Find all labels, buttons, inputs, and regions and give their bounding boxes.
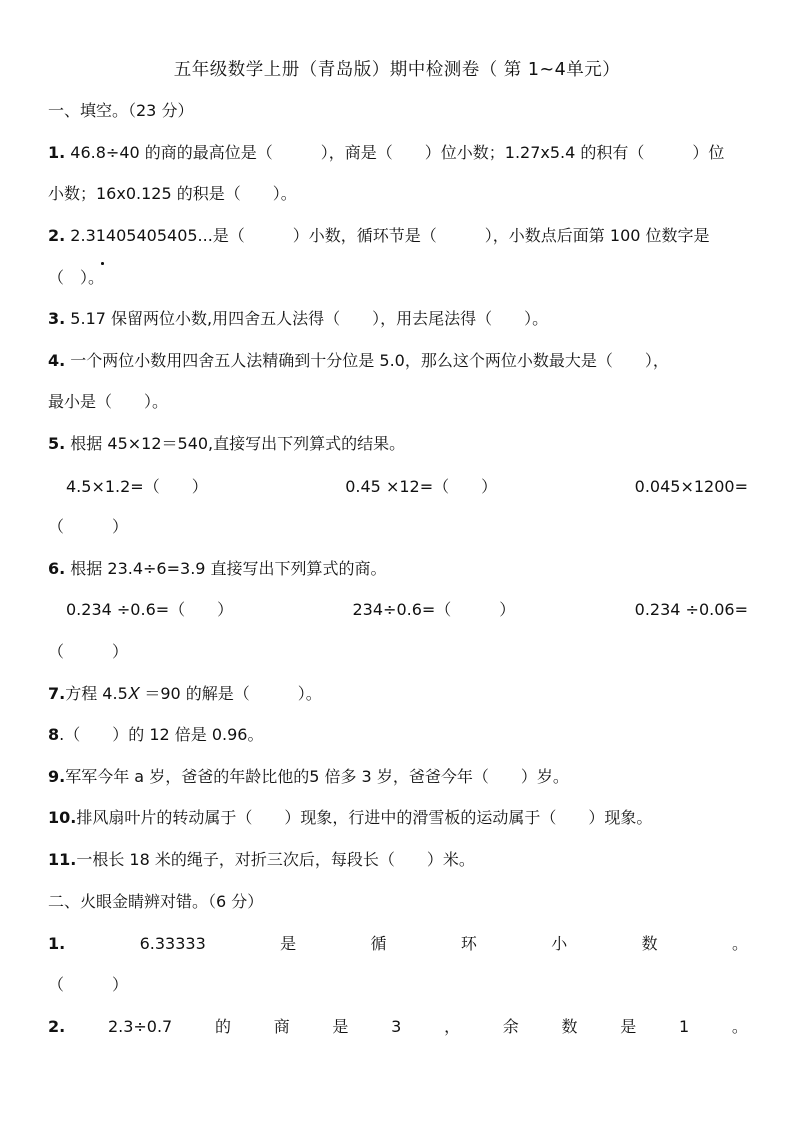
answer-blank: （ ） <box>48 975 129 994</box>
word: 是 <box>280 934 297 953</box>
word: 6.33333 <box>139 934 206 953</box>
judge-question-1 <box>48 934 748 954</box>
question-3 <box>48 309 748 329</box>
word: 数 <box>641 934 658 953</box>
word: ， <box>444 1017 461 1036</box>
word: 3 <box>391 1017 402 1036</box>
answer-blank: （ ） <box>48 642 129 661</box>
word: 是 <box>332 1017 349 1036</box>
question-6-items <box>66 600 748 620</box>
question-number: 5. <box>48 434 66 453</box>
answer-blank: （ ） <box>48 517 129 536</box>
question-text: 46.8÷40 的商的最高位是（ ），商是（ ）位小数；1.27x5.4 的积有（ ）位 <box>65 143 725 162</box>
word: 。 <box>731 1017 748 1036</box>
question-text: 一根长 18 米的绳子，对折三次后，每段长（ ）米。 <box>76 850 475 869</box>
word: 2.3÷0.7 <box>107 1017 173 1036</box>
question-text: 2.31405405405...是（ ）小数，循环节是（ ），小数点后面第 100 位数字是 <box>65 226 710 245</box>
question-7 <box>48 684 748 704</box>
word: 1 <box>679 1017 690 1036</box>
question-number: 2. <box>48 226 66 245</box>
question-6 <box>48 559 748 579</box>
word: 环 <box>460 934 477 953</box>
question-number: 6. <box>48 559 66 578</box>
calc-item: 4.5×1.2=（ ） <box>66 477 208 496</box>
question-text: 根据 23.4÷6=3.9 直接写出下列算式的商。 <box>65 559 387 578</box>
word: 小 <box>551 934 568 953</box>
word: 是 <box>620 1017 637 1036</box>
question-number: 1. <box>48 143 66 162</box>
question-number: 3. <box>48 309 66 328</box>
word: 的 <box>214 1017 231 1036</box>
page-title: 五年级数学上册（青岛版）期中检测卷（ 第 1~4单元） <box>173 60 621 80</box>
question-text: 军军今年 a 岁，爸爸的年龄比他的5 倍多 3 岁，爸爸今年（ ）岁。 <box>65 767 569 786</box>
calc-item: 0.234 ÷0.06= <box>634 600 748 619</box>
question-1-line2: 小数；16x0.125 的积是（ ）。 <box>48 184 297 203</box>
question-text: 5.17 保留两位小数,用四舍五人法得（ ），用去尾法得（ ）。 <box>65 309 549 328</box>
word: 余 <box>502 1017 519 1036</box>
question-5 <box>48 434 748 454</box>
question-number: 11. <box>48 850 77 869</box>
section2-heading: 二、火眼金睛辨对错。（6 分） <box>48 892 264 911</box>
question-number: 10. <box>48 808 77 827</box>
repeating-decimal-dot <box>101 262 104 265</box>
question-11 <box>48 850 748 870</box>
calc-item: 0.045×1200= <box>634 477 748 496</box>
question-text: 排风扇叶片的转动属于（ ）现象，行进中的滑雪板的运动属于（ ）现象。 <box>76 808 653 827</box>
question-text: 一个两位小数用四舍五人法精确到十分位是 5.0，那么这个两位小数最大是（ ）， <box>65 351 669 370</box>
question-number: 4. <box>48 351 66 370</box>
question-1-line1 <box>48 143 748 163</box>
calc-item: 234÷0.6=（ ） <box>352 600 516 619</box>
word: 循 <box>370 934 387 953</box>
question-number: 1. <box>48 934 66 953</box>
question-number: 2. <box>48 1017 66 1036</box>
section1-heading: 一、填空。（23 分） <box>48 101 194 120</box>
question-number: 7. <box>48 684 66 703</box>
question-text: 根据 45×12＝540,直接写出下列算式的结果。 <box>65 434 406 453</box>
word: 商 <box>273 1017 290 1036</box>
judge-question-2 <box>48 1017 748 1037</box>
question-text: 方程 4.5𝑋 ＝90 的解是（ ）。 <box>65 684 322 703</box>
word: 。 <box>731 934 748 953</box>
question-5-items <box>66 477 748 497</box>
question-text: .（ ）的 12 倍是 0.96。 <box>59 725 264 744</box>
question-4-line1 <box>48 351 748 371</box>
question-10 <box>48 808 748 828</box>
word: 数 <box>561 1017 578 1036</box>
question-9 <box>48 767 748 787</box>
question-2-line2: （ ）。 <box>48 268 105 287</box>
question-2-line1 <box>48 226 748 246</box>
calc-item: 0.234 ÷0.6=（ ） <box>66 600 234 619</box>
question-4-line2: 最小是（ ）。 <box>48 392 169 411</box>
calc-item: 0.45 ×12=（ ） <box>345 477 498 496</box>
question-number: 9. <box>48 767 66 786</box>
question-8 <box>48 725 748 745</box>
question-number: 8 <box>48 725 60 744</box>
